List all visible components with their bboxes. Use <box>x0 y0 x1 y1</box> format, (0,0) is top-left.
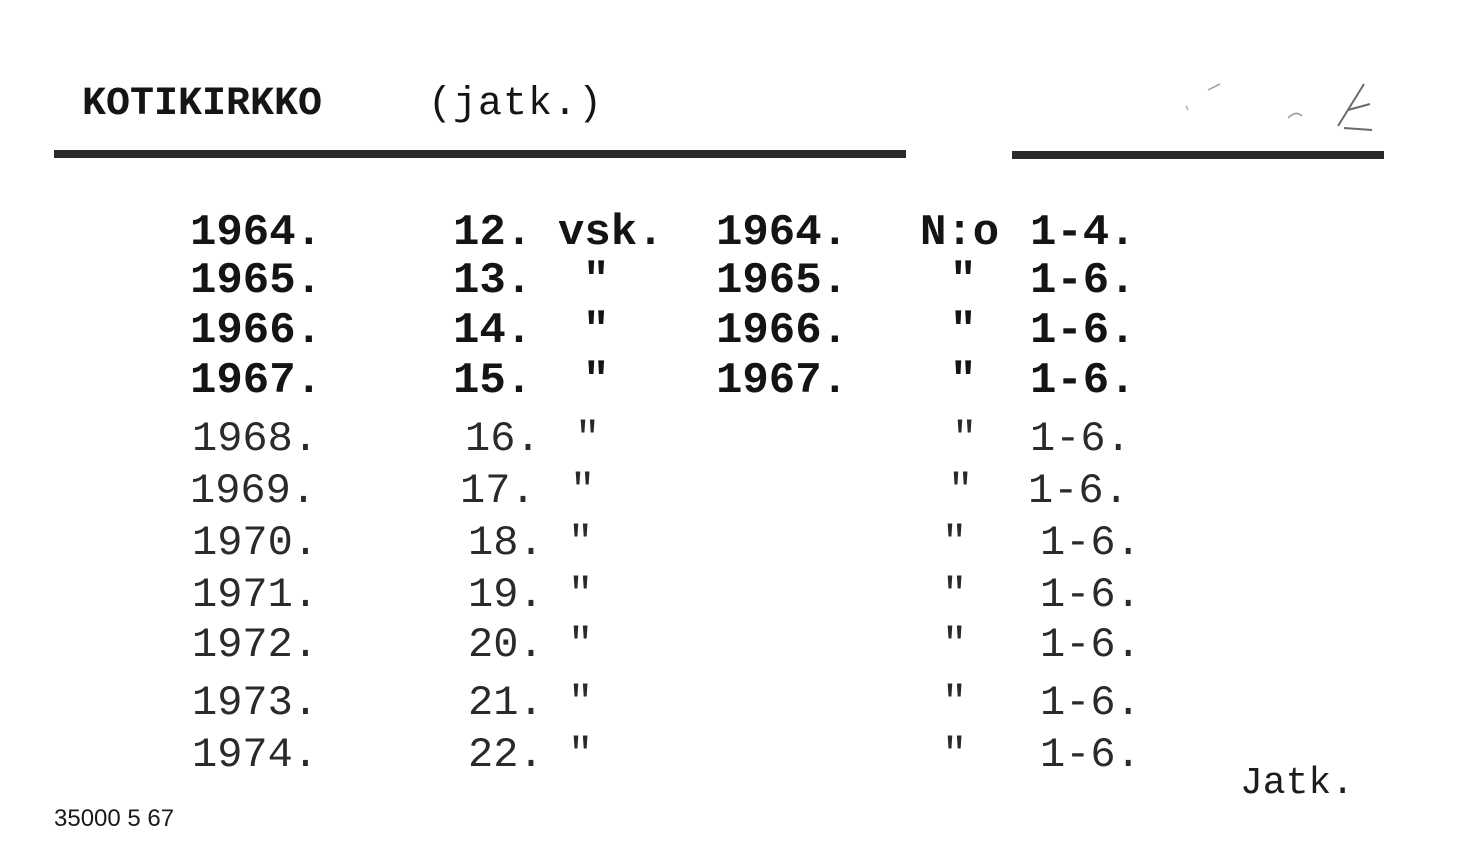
title-underline-right <box>1012 151 1384 159</box>
row-number-label: " <box>950 256 977 306</box>
handwritten-mark <box>1178 70 1378 140</box>
row-volume: 19. <box>468 571 544 619</box>
row-issues: 1-6. <box>1028 467 1129 515</box>
row-issues: 1-6. <box>1040 571 1141 619</box>
row-year-repeat: 1964. <box>716 208 849 258</box>
row-volume-unit: " <box>583 356 610 406</box>
row-volume: 12. <box>453 208 533 258</box>
table-row <box>0 620 1461 672</box>
table-row <box>0 678 1461 730</box>
row-volume: 14. <box>453 306 533 356</box>
row-year-repeat: 1967. <box>716 356 849 406</box>
row-volume: 15. <box>453 356 533 406</box>
table-row <box>0 518 1461 570</box>
continued-note: Jatk. <box>1240 762 1355 805</box>
row-number-label: " <box>942 731 968 779</box>
row-volume-unit: " <box>568 731 594 779</box>
row-issues: 1-4. <box>1030 208 1136 258</box>
row-volume-unit: " <box>583 256 610 306</box>
table-row <box>0 208 1461 260</box>
row-year: 1964. <box>190 208 323 258</box>
row-number-label: " <box>948 467 974 515</box>
row-volume-unit: " <box>570 467 596 515</box>
row-volume: 22. <box>468 731 544 779</box>
row-number-label: " <box>942 571 968 619</box>
card-print-code: 35000 5 67 <box>54 805 175 832</box>
row-volume-unit: " <box>575 415 601 463</box>
table-row <box>0 466 1461 518</box>
row-issues: 1-6. <box>1040 621 1141 669</box>
row-year: 1974. <box>192 731 319 779</box>
table-row <box>0 256 1461 308</box>
row-year: 1966. <box>190 306 323 356</box>
row-number-label: " <box>950 356 977 406</box>
row-year: 1969. <box>190 467 317 515</box>
table-row <box>0 306 1461 358</box>
row-issues: 1-6. <box>1030 306 1136 356</box>
row-volume-unit: " <box>568 571 594 619</box>
row-number-label: " <box>942 679 968 727</box>
row-volume: 20. <box>468 621 544 669</box>
row-volume-unit: " <box>568 679 594 727</box>
row-volume-unit: vsk. <box>558 208 664 258</box>
row-number-label: " <box>942 621 968 669</box>
row-year: 1973. <box>192 679 319 727</box>
row-number-label: " <box>942 519 968 567</box>
row-issues: 1-6. <box>1030 256 1136 306</box>
row-year: 1970. <box>192 519 319 567</box>
row-volume: 16. <box>465 415 541 463</box>
row-year: 1972. <box>192 621 319 669</box>
row-year: 1967. <box>190 356 323 406</box>
row-issues: 1-6. <box>1030 415 1131 463</box>
table-row <box>0 356 1461 408</box>
row-year-repeat: 1965. <box>716 256 849 306</box>
row-volume-unit: " <box>568 519 594 567</box>
row-volume: 13. <box>453 256 533 306</box>
row-volume-unit: " <box>568 621 594 669</box>
row-issues: 1-6. <box>1030 356 1136 406</box>
row-volume-unit: " <box>583 306 610 356</box>
row-number-label: " <box>950 306 977 356</box>
row-volume: 18. <box>468 519 544 567</box>
title-underline-left <box>54 150 906 158</box>
row-year: 1965. <box>190 256 323 306</box>
card-subtitle: (jatk.) <box>428 82 604 127</box>
row-number-label: N:o <box>920 208 1000 258</box>
row-volume: 17. <box>460 467 536 515</box>
row-year: 1971. <box>192 571 319 619</box>
card-title: KOTIKIRKKO <box>82 82 323 127</box>
row-volume: 21. <box>468 679 544 727</box>
row-issues: 1-6. <box>1040 679 1141 727</box>
row-issues: 1-6. <box>1040 731 1141 779</box>
row-issues: 1-6. <box>1040 519 1141 567</box>
row-year: 1968. <box>192 415 319 463</box>
table-row <box>0 414 1461 466</box>
row-number-label: " <box>952 415 978 463</box>
table-row <box>0 570 1461 622</box>
row-year-repeat: 1966. <box>716 306 849 356</box>
